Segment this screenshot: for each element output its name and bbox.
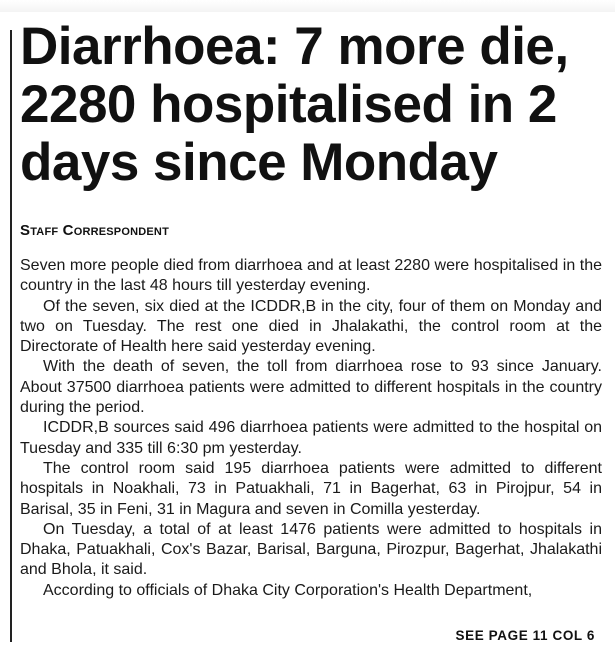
- article-paragraph: With the death of seven, the toll from diarrhoea rose to 93 since January. About 37500 diarrhoea patients were admitted to different hospitals in the country during the period.: [20, 358, 602, 417]
- headline-line: days since Monday: [20, 133, 498, 192]
- article-paragraph: On Tuesday, a total of at least 1476 patients were admitted to hospitals in Dhaka, Patuakhali, Cox's Bazar, Barisal, Barguna, Pirozpur, Bagerhat, Jhalakathi and Bhola, it said.: [20, 520, 602, 579]
- column-rule: [10, 30, 12, 642]
- article-paragraph: Of the seven, six died at the ICDDR,B in the city, four of them on Monday and two on Tuesday. The rest one died in Jhalakathi, the control room at the Directorate of Health here said yesterday evening.: [20, 297, 602, 356]
- article-body: [20, 256, 602, 601]
- headline-line: Diarrhoea: 7 more die,: [20, 17, 569, 76]
- byline: Staff Correspondent: [20, 222, 169, 239]
- headline: [20, 18, 602, 192]
- page-top-edge: [0, 0, 615, 12]
- article-paragraph: Seven more people died from diarrhoea and at least 2280 were hospitalised in the country in the last 48 hours till yesterday evening.: [20, 257, 602, 295]
- news-article: [20, 18, 602, 601]
- headline-line: 2280 hospitalised in 2: [20, 75, 557, 134]
- article-paragraph: The control room said 195 diarrhoea patients were admitted to different hospitals in Noakhali, 73 in Patuakhali, 71 in Bagerhat, 63 in Pirojpur, 54 in Barisal, 35 in Feni, 31 in Magura and seven in Comilla yesterday.: [20, 459, 602, 518]
- article-paragraph: According to officials of Dhaka City Corporation's Health Department,: [43, 581, 533, 599]
- article-paragraph: ICDDR,B sources said 496 diarrhoea patients were admitted to the hospital on Tuesday and 335 till 6:30 pm yesterday.: [20, 419, 602, 457]
- continuation-note: SEE PAGE 11 COL 6: [455, 628, 595, 643]
